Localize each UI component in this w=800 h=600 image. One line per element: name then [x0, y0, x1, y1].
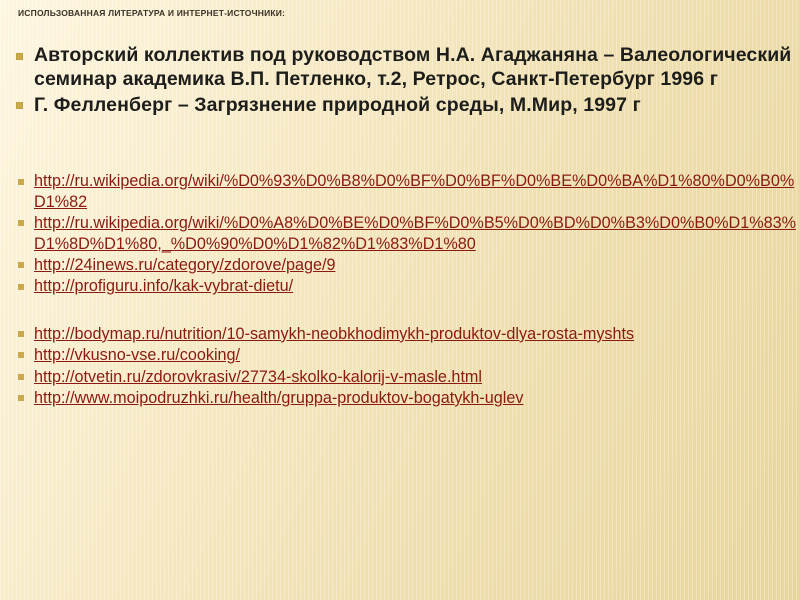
list-item: [6, 367, 798, 387]
square-bullet-icon: [18, 331, 24, 337]
links-list-secondary: [6, 324, 798, 409]
hyperlink[interactable]: http://profiguru.info/kak-vybrat-dietu/: [34, 277, 294, 296]
square-bullet-icon: [18, 352, 24, 358]
reference-text: Г. Фелленберг – Загрязнение природной среды, М.Мир, 1997 г: [34, 93, 641, 116]
square-bullet-icon: [18, 395, 24, 401]
square-bullet-icon: [18, 262, 24, 268]
reference-text: Авторский коллектив под руководством Н.А. Агаджаняна – Валеологический семинар академика В.П. Петленко, т.2, Ретрос, Санкт-Петербург 1996 г: [34, 44, 792, 90]
list-item: [6, 94, 798, 118]
hyperlink[interactable]: http://otvetin.ru/zdorovkrasiv/27734-skolko-kalorij-v-masle.html: [34, 367, 483, 386]
hyperlink[interactable]: http://vkusno-vse.ru/cooking/: [34, 346, 241, 365]
square-bullet-icon: [16, 102, 23, 109]
links-list-primary: [6, 171, 798, 296]
list-item: [6, 388, 798, 408]
spacer: [6, 119, 798, 171]
list-item: [6, 255, 798, 275]
references-list: [6, 44, 798, 117]
slide-title: ИСПОЛЬЗОВАННАЯ ЛИТЕРАТУРА И ИНТЕРНЕТ-ИСТОЧНИКИ:: [18, 8, 286, 18]
spacer: [6, 298, 798, 324]
square-bullet-icon: [18, 220, 24, 226]
list-item: [6, 213, 798, 254]
list-item: [6, 276, 798, 296]
slide-body: [6, 44, 798, 409]
hyperlink[interactable]: http://www.moipodruzhki.ru/health/gruppa-produktov-bogatykh-uglev: [34, 389, 524, 407]
hyperlink[interactable]: http://ru.wikipedia.org/wiki/%D0%93%D0%B8%D0%BF%D0%BF%D0%BE%D0%BA%D1%80%D0%B0%D1%82: [34, 172, 795, 211]
square-bullet-icon: [18, 284, 24, 290]
hyperlink[interactable]: http://bodymap.ru/nutrition/10-samykh-neobkhodimykh-produktov-dlya-rosta-myshts: [34, 324, 635, 343]
list-item: [6, 44, 798, 92]
list-item: [6, 324, 798, 344]
square-bullet-icon: [16, 53, 23, 60]
list-item: [6, 345, 798, 365]
square-bullet-icon: [18, 374, 24, 380]
square-bullet-icon: [18, 179, 24, 185]
hyperlink[interactable]: http://ru.wikipedia.org/wiki/%D0%A8%D0%BE%D0%BF%D0%B5%D0%BD%D0%B3%D0%B0%D1%83%D1%8D%D1%80,_%D0%90%D0%D1%82%D1%83%D1%80: [34, 214, 797, 253]
list-item: [6, 171, 798, 212]
hyperlink[interactable]: http://24inews.ru/category/zdorove/page/9: [34, 255, 336, 274]
